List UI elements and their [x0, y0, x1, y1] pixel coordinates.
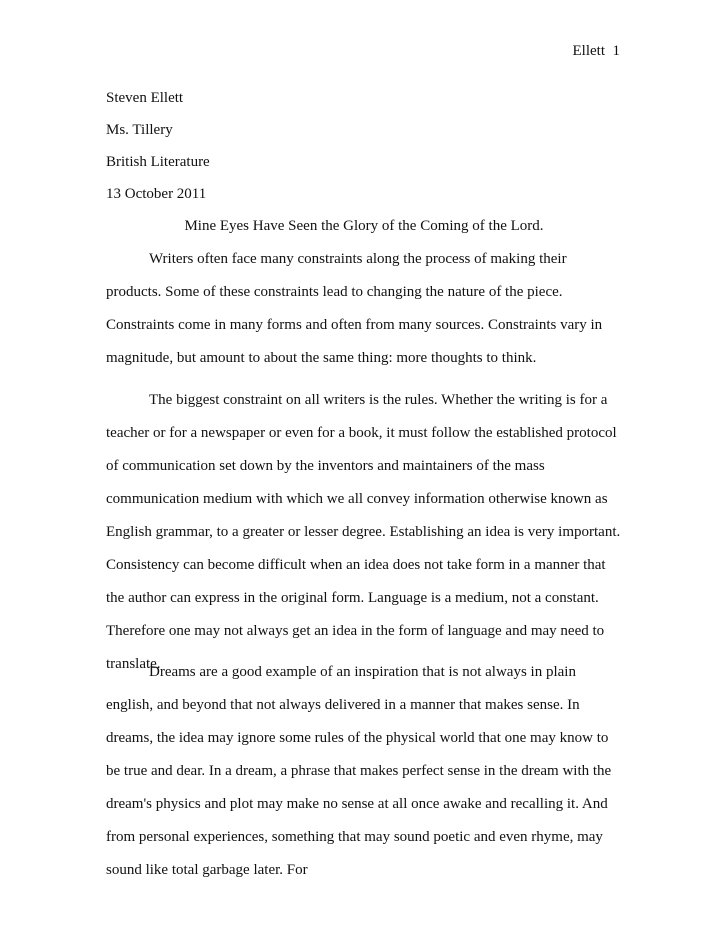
- body-paragraph: Writers often face many constraints along the process of making their products. Some of these constraints lead to changing the nature of the piece. Constraints come in many forms and often from many sources. Constraints vary in magnitude, but amount to about the same thing: more thoughts to think.: [106, 251, 603, 366]
- author-name: Steven Ellett: [106, 90, 184, 106]
- essay-title: Mine Eyes Have Seen the Glory of the Coming of the Lord.: [184, 218, 544, 234]
- course-name: British Literature: [106, 154, 210, 170]
- document-date: 13 October 2011: [106, 186, 207, 202]
- body-paragraph: Dreams are a good example of an inspiration that is not always in plain english, and beyond that not always delivered in a manner that makes sense. In dreams, the idea may ignore some rules of the physical world that one may know to be true and dear. In a dream, a phrase that makes perfect sense in the dream with the dream's physics and plot may make no sense at all once awake and recalling it. And from personal experiences, something that may sound poetic and even rhyme, may sound like total garbage later. For: [106, 664, 612, 878]
- body-paragraph: The biggest constraint on all writers is the rules. Whether the writing is for a teacher or for a newspaper or even for a book, it must follow the established protocol of communication set down by the inventors and maintainers of the mass communication medium with which we all convey information otherwise known as English grammar, to a greater or lesser degree. Establishing an idea is very important. Consistency can become difficult when an idea does not take form in a manner that the author can express in the original form. Language is a medium, not a constant. Therefore one may not always get an idea in the form of language and may need to translate.: [106, 392, 621, 672]
- running-head: Ellett 1: [572, 43, 620, 59]
- instructor-name: Ms. Tillery: [106, 122, 173, 138]
